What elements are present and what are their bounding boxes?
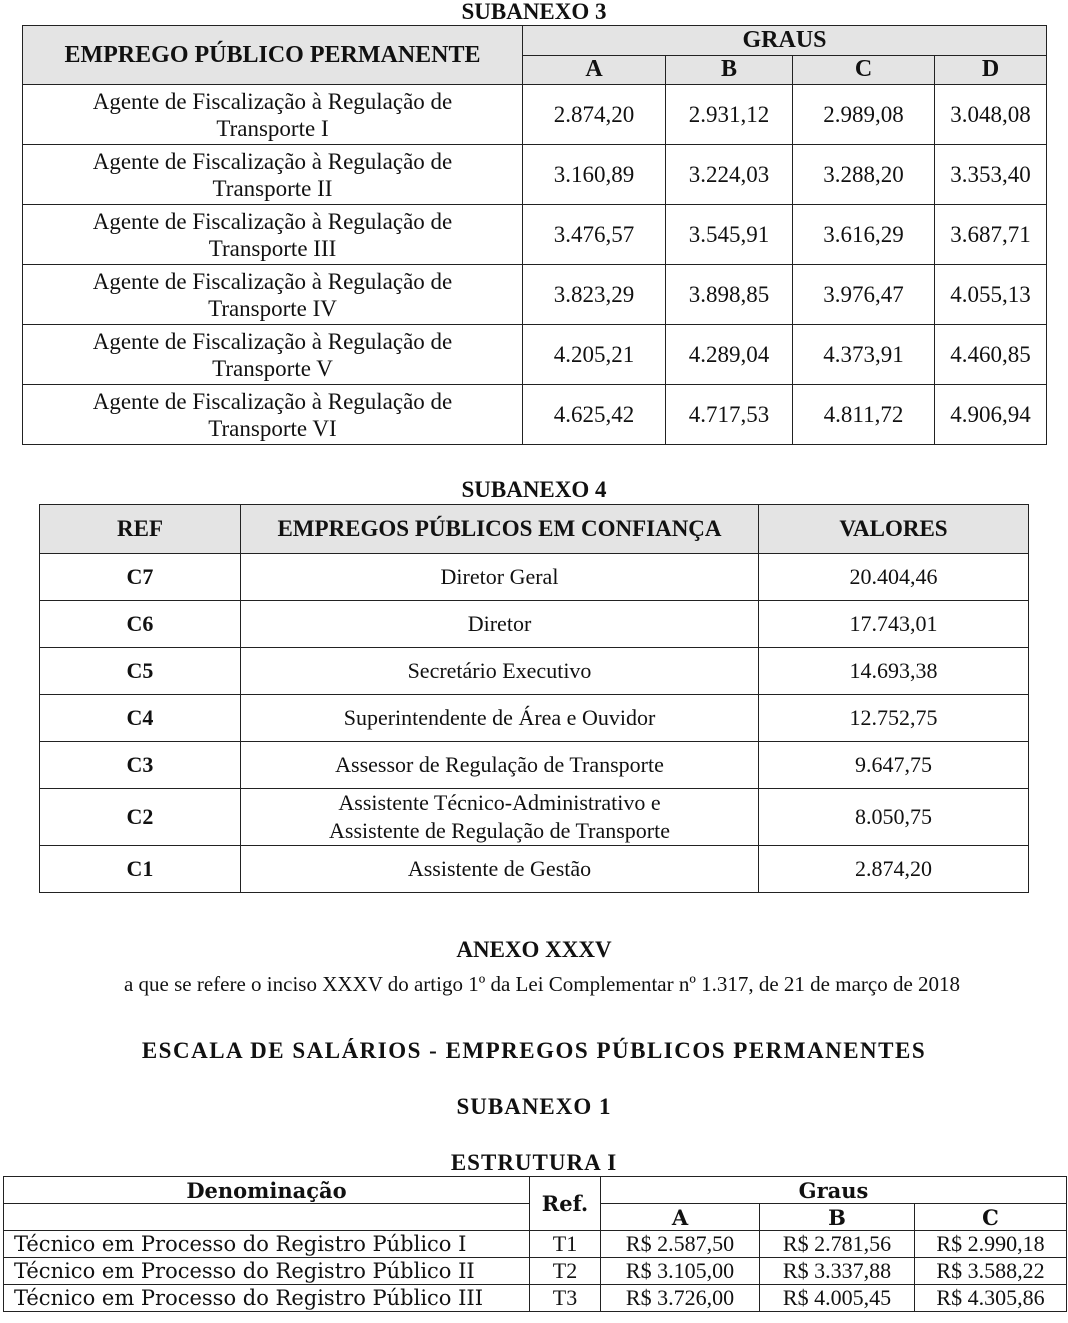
grade-value: 3.048,08 bbox=[935, 85, 1047, 145]
ref-cell: C2 bbox=[40, 789, 241, 846]
grade-value: 2.874,20 bbox=[523, 85, 666, 145]
valor-cell: 2.874,20 bbox=[759, 846, 1029, 893]
ref-cell: T3 bbox=[530, 1285, 601, 1312]
grade-header: C bbox=[915, 1204, 1067, 1231]
denominacao-cell: Técnico em Processo do Registro Público III bbox=[4, 1285, 530, 1312]
ref-cell: T2 bbox=[530, 1258, 601, 1285]
grade-value: R$ 2.587,50 bbox=[601, 1231, 760, 1258]
valor-cell: 12.752,75 bbox=[759, 695, 1029, 742]
emprego-cell bbox=[23, 325, 523, 385]
emprego-name-line2: Transporte V bbox=[212, 355, 333, 381]
emprego-cell bbox=[241, 742, 759, 789]
header-graus: Graus bbox=[601, 1177, 1067, 1204]
header-denominacao: Denominação bbox=[4, 1177, 530, 1204]
anexo-title: ANEXO XXXV bbox=[456, 937, 612, 962]
grade-header: D bbox=[935, 55, 1047, 85]
emprego-cell bbox=[241, 554, 759, 601]
ref-cell: C7 bbox=[40, 554, 241, 601]
emprego-cell bbox=[241, 846, 759, 893]
grade-value: 3.898,85 bbox=[666, 265, 793, 325]
emprego-name-line1: Agente de Fiscalização à Regulação de bbox=[92, 328, 453, 354]
grade-value: 4.289,04 bbox=[666, 325, 793, 385]
valor-cell: 9.647,75 bbox=[759, 742, 1029, 789]
emprego-cell bbox=[241, 601, 759, 648]
grade-value: 3.616,29 bbox=[793, 205, 935, 265]
emprego-line2: Assistente de Regulação de Transporte bbox=[329, 818, 670, 843]
grade-value: 3.353,40 bbox=[935, 145, 1047, 205]
grade-value: 2.989,08 bbox=[793, 85, 935, 145]
header-ref: Ref. bbox=[530, 1177, 601, 1231]
grade-value: 4.205,21 bbox=[523, 325, 666, 385]
header-ref: REF bbox=[40, 505, 241, 554]
emprego-name-line1: Agente de Fiscalização à Regulação de bbox=[92, 88, 453, 114]
table-row bbox=[23, 265, 1047, 325]
emprego-line1: Diretor bbox=[467, 611, 532, 636]
emprego-cell bbox=[23, 265, 523, 325]
table-row bbox=[4, 1258, 1067, 1285]
grade-header: A bbox=[523, 55, 666, 85]
grade-value: R$ 2.781,56 bbox=[760, 1231, 915, 1258]
grade-value: R$ 2.990,18 bbox=[915, 1231, 1067, 1258]
emprego-name-line2: Transporte IV bbox=[208, 295, 337, 321]
grade-header: B bbox=[666, 55, 793, 85]
grade-value: 4.811,72 bbox=[793, 385, 935, 445]
header-valores: VALORES bbox=[759, 505, 1029, 554]
table-row bbox=[40, 554, 1029, 601]
denominacao-cell: Técnico em Processo do Registro Público I bbox=[4, 1231, 530, 1258]
ref-cell: C3 bbox=[40, 742, 241, 789]
ref-cell: C5 bbox=[40, 648, 241, 695]
emprego-name-line1: Agente de Fiscalização à Regulação de bbox=[92, 208, 453, 234]
table-row bbox=[40, 789, 1029, 846]
grade-value: 4.055,13 bbox=[935, 265, 1047, 325]
anexo-subtitle: a que se refere o inciso XXXV do artigo 1º da Lei Complementar nº 1.317, de 21 de março de 2018 bbox=[123, 972, 961, 996]
subanexo1-title: SUBANEXO 1 bbox=[456, 1094, 612, 1119]
table-row bbox=[40, 742, 1029, 789]
emprego-cell bbox=[23, 205, 523, 265]
grade-header: C bbox=[793, 55, 935, 85]
grade-value: 3.976,47 bbox=[793, 265, 935, 325]
grade-value: 3.687,71 bbox=[935, 205, 1047, 265]
emprego-cell bbox=[241, 695, 759, 742]
valor-cell: 20.404,46 bbox=[759, 554, 1029, 601]
emprego-cell bbox=[23, 85, 523, 145]
header-emprego: EMPREGO PÚBLICO PERMANENTE bbox=[23, 26, 523, 85]
subanexo3-title: SUBANEXO 3 bbox=[461, 0, 607, 24]
table-row bbox=[23, 325, 1047, 385]
emprego-name-line2: Transporte I bbox=[216, 115, 329, 141]
emprego-line1: Superintendente de Área e Ouvidor bbox=[343, 705, 656, 730]
grade-value: 3.224,03 bbox=[666, 145, 793, 205]
grade-value: R$ 3.105,00 bbox=[601, 1258, 760, 1285]
emprego-line1: Assistente de Gestão bbox=[407, 856, 592, 881]
grade-value: 4.625,42 bbox=[523, 385, 666, 445]
emprego-cell bbox=[23, 385, 523, 445]
ref-cell: C1 bbox=[40, 846, 241, 893]
emprego-line1: Assessor de Regulação de Transporte bbox=[335, 752, 664, 777]
emprego-name-line2: Transporte III bbox=[208, 235, 337, 261]
grade-value: 4.906,94 bbox=[935, 385, 1047, 445]
subanexo4-table bbox=[39, 504, 1029, 893]
grade-header: B bbox=[760, 1204, 915, 1231]
grade-value: 3.160,89 bbox=[523, 145, 666, 205]
emprego-name-line1: Agente de Fiscalização à Regulação de bbox=[92, 268, 453, 294]
estrutura-title: ESTRUTURA I bbox=[450, 1150, 618, 1175]
escala-title: ESCALA DE SALÁRIOS - EMPREGOS PÚBLICOS PERMANENTES bbox=[141, 1038, 927, 1063]
emprego-cell bbox=[241, 648, 759, 695]
header-graus: GRAUS bbox=[523, 26, 1047, 56]
grade-value: 3.823,29 bbox=[523, 265, 666, 325]
grade-value: 4.373,91 bbox=[793, 325, 935, 385]
table-row bbox=[23, 145, 1047, 205]
emprego-name-line2: Transporte VI bbox=[208, 415, 337, 441]
subanexo3-table bbox=[22, 25, 1047, 445]
emprego-cell bbox=[241, 789, 759, 846]
ref-cell: C4 bbox=[40, 695, 241, 742]
grade-value: 3.545,91 bbox=[666, 205, 793, 265]
grade-value: R$ 3.337,88 bbox=[760, 1258, 915, 1285]
header-blank bbox=[4, 1204, 530, 1231]
emprego-cell bbox=[23, 145, 523, 205]
table-row bbox=[40, 695, 1029, 742]
grade-value: R$ 3.588,22 bbox=[915, 1258, 1067, 1285]
table-row bbox=[23, 205, 1047, 265]
table-row bbox=[40, 648, 1029, 695]
table-row bbox=[40, 846, 1029, 893]
table-row bbox=[40, 601, 1029, 648]
table-row bbox=[4, 1231, 1067, 1258]
valor-cell: 8.050,75 bbox=[759, 789, 1029, 846]
denominacao-cell: Técnico em Processo do Registro Público II bbox=[4, 1258, 530, 1285]
grade-value: R$ 4.005,45 bbox=[760, 1285, 915, 1312]
valor-cell: 17.743,01 bbox=[759, 601, 1029, 648]
emprego-name-line2: Transporte II bbox=[212, 175, 333, 201]
emprego-line1: Diretor Geral bbox=[440, 564, 559, 589]
grade-header: A bbox=[601, 1204, 760, 1231]
header-empregos: EMPREGOS PÚBLICOS EM CONFIANÇA bbox=[241, 505, 759, 554]
emprego-line1: Secretário Executivo bbox=[407, 658, 592, 683]
table-row bbox=[23, 385, 1047, 445]
table-row bbox=[4, 1285, 1067, 1312]
grade-value: 3.288,20 bbox=[793, 145, 935, 205]
subanexo4-title: SUBANEXO 4 bbox=[461, 477, 607, 502]
ref-cell: C6 bbox=[40, 601, 241, 648]
grade-value: 3.476,57 bbox=[523, 205, 666, 265]
grade-value: 2.931,12 bbox=[666, 85, 793, 145]
estrutura1-table bbox=[3, 1176, 1067, 1312]
emprego-name-line1: Agente de Fiscalização à Regulação de bbox=[92, 148, 453, 174]
grade-value: 4.460,85 bbox=[935, 325, 1047, 385]
valor-cell: 14.693,38 bbox=[759, 648, 1029, 695]
grade-value: R$ 3.726,00 bbox=[601, 1285, 760, 1312]
ref-cell: T1 bbox=[530, 1231, 601, 1258]
table-row bbox=[23, 85, 1047, 145]
emprego-name-line1: Agente de Fiscalização à Regulação de bbox=[92, 388, 453, 414]
grade-value: 4.717,53 bbox=[666, 385, 793, 445]
grade-value: R$ 4.305,86 bbox=[915, 1285, 1067, 1312]
emprego-line1: Assistente Técnico-Administrativo e bbox=[338, 790, 661, 815]
